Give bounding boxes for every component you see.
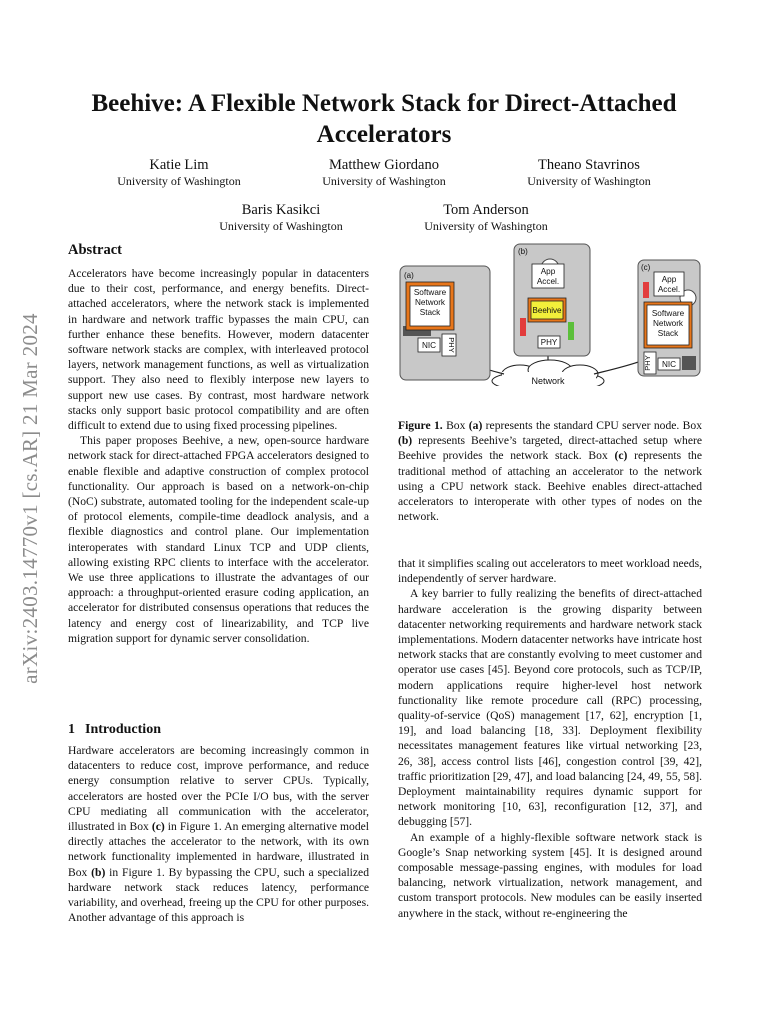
intro-paragraph bbox=[68, 743, 369, 925]
figure-1-diagram bbox=[398, 242, 702, 386]
caption-text bbox=[398, 418, 702, 524]
section-number: 1 bbox=[68, 722, 75, 737]
network-cloud bbox=[492, 360, 604, 386]
author-block bbox=[305, 156, 463, 189]
figure-1-caption bbox=[398, 418, 702, 524]
right-column-body bbox=[398, 556, 702, 921]
author-block bbox=[100, 156, 258, 189]
intro-text: in Figure 1. An emerging alternative model directly attaches the accelerator to the network, with its own network functionality implemented in hardware, illustrated in Box bbox=[68, 820, 370, 879]
server-slot-icon bbox=[682, 356, 696, 370]
nic-label: NIC bbox=[421, 341, 437, 350]
arxiv-stamp bbox=[14, 268, 46, 728]
arxiv-stamp-text: arXiv:2403.14770v1 [cs.AR] 21 Mar 2024 bbox=[17, 312, 42, 684]
app-accel-label: App bbox=[661, 275, 677, 284]
box-ref: (c) bbox=[151, 820, 165, 834]
author-block bbox=[510, 156, 668, 189]
phy-label: PHY bbox=[540, 338, 558, 347]
author-name: Katie Lim bbox=[149, 157, 209, 173]
author-affiliation: University of Washington bbox=[219, 219, 343, 233]
network-label: Network bbox=[531, 376, 565, 386]
caption-fragment: Box bbox=[442, 419, 469, 432]
box-ref: (c) bbox=[614, 449, 628, 463]
software-stack-label: Stack bbox=[419, 308, 441, 317]
box-ref: (b) bbox=[398, 434, 413, 448]
abstract-paragraph: Accelerators have become increasingly popular in datacenters due to their cost, performance, and energy benefits. Direct-attached accelerators, where the network stack is implemented in hardware and network traffic bypasses the main CPU, can further enhance these benefits. However, modern datacenter software network stacks are complex, with interleaved protocol layers, network management functions, as well as virtualization support. They also need to flexibly interpose new layers to support new use cases. By contrast, most hardware network stacks only support basic protocol compatibility and are often difficult to extend due to using fixed processing pipelines. bbox=[68, 267, 369, 433]
section-title: Introduction bbox=[85, 722, 161, 737]
accel-green-bar bbox=[568, 322, 574, 340]
accel-red-bar bbox=[520, 318, 526, 336]
app-accel-label: Accel. bbox=[536, 277, 560, 286]
body-paragraph: An example of a highly-flexible software network stack is Google’s Snap networking system [45]. It is designed around composable message-passing engines, with modules for load balancing, network virtualization, network management, and custom transport protocols. New modules can be easily inserted anywhere in the stack, without re-engineering the bbox=[398, 830, 702, 920]
abstract-paragraph: This paper proposes Beehive, a new, open-source hardware network stack for direct-attached FPGA accelerators designed to enable flexible and adaptive construction of complex protocol functionality. Our approach is based on a network-on-chip (NoC) substrate, automated tooling for the independent scale-up of protocol elements, compile-time deadlock analysis, and a flexible diagnostics and control plane. Our implementation interoperates with standard Linux TCP and UDP clients, allowing existing RPC clients to interface with the accelerator. We use three applications to illustrate the advantages of our approach: a throughput-oriented erasure coding application, an accelerator for distributed consensus operations that reduces the latency and energy cost of linearizability, and TCP live migration support for dynamic server consolidation. bbox=[68, 434, 369, 645]
introduction-section bbox=[68, 743, 369, 925]
intro-text: in Figure 1. By bypassing the CPU, such a specialized hardware network stack reduces latency, performance variability, and overhead, freeing up the CPU for other purposes. Another advantage of this approach is bbox=[68, 865, 369, 925]
node-b bbox=[514, 244, 590, 356]
box-ref: (b) bbox=[91, 865, 106, 879]
intro-text: Hardware accelerators are becoming increasingly common in datacenters to reduce cost, improve performance, and reduce energy consumption relative to server CPUs. Typically, accelerators are hosted over the PCIe I/O bus, with the server CPU mediating all communication with the accelerator, illustrated in Box bbox=[68, 744, 369, 834]
software-stack-label: Network bbox=[652, 319, 684, 328]
paper-title: Beehive: A Flexible Network Stack for Direct-Attached Accelerators bbox=[91, 90, 677, 148]
box-a-label: (a) bbox=[404, 271, 414, 280]
beehive-label: Beehive bbox=[532, 306, 562, 315]
software-stack-label: Network bbox=[414, 298, 446, 307]
author-affiliation: University of Washington bbox=[424, 219, 548, 233]
box-b-label: (b) bbox=[518, 247, 528, 256]
abstract-section bbox=[68, 240, 369, 646]
box-ref: (a) bbox=[468, 419, 483, 432]
node-c bbox=[638, 260, 700, 376]
author-affiliation: University of Washington bbox=[117, 174, 241, 188]
accel-red-bar bbox=[643, 282, 649, 298]
box-c-label: (c) bbox=[641, 263, 651, 272]
caption-fragment: represents the standard CPU server node. Box bbox=[482, 419, 702, 432]
software-stack-label: Software bbox=[413, 288, 447, 297]
software-stack-label: Software bbox=[651, 309, 685, 318]
author-name: Theano Stavrinos bbox=[538, 157, 640, 173]
node-a bbox=[400, 266, 490, 380]
phy-label: PHY bbox=[447, 337, 456, 353]
author-block bbox=[202, 201, 360, 234]
caption-label: Figure 1. bbox=[398, 419, 443, 432]
author-name: Matthew Giordano bbox=[329, 157, 439, 173]
section-heading-introduction bbox=[68, 721, 161, 739]
app-accel-label: Accel. bbox=[657, 285, 681, 294]
phy-label: PHY bbox=[643, 355, 652, 371]
abstract-heading: Abstract bbox=[68, 242, 122, 258]
nic-label: NIC bbox=[661, 360, 677, 369]
caption-fragment: represents Beehive’s targeted, direct-attached setup where Beehive provides the network stack. Box bbox=[398, 434, 702, 463]
software-stack-label: Stack bbox=[657, 329, 679, 338]
author-name: Baris Kasikci bbox=[241, 202, 321, 218]
body-paragraph: A key barrier to fully realizing the benefits of direct-attached hardware acceleration is the growing disparity between datacenter networking requirements and hardware network stack implementations. Modern datacenter networks have intricate host network stacks that are constantly evolving to meet customer and operator use cases [45]. Beyond core protocols, such as TCP/IP, modern applications require higher-level host network functionality like remote procedure call (RPC) processing, quality-of-service (QoS) management [17, 62], encryption [1, 19], and load balancing [18, 33]. Deployment flexibility necessitates management features like virtual networking [23, 26, 38], access control lists [46], congestion control [39, 42], traffic prioritization [29, 47], and load balancing [24, 49, 55, 58]. Deployment maintainability requires dynamic support for network monitoring [10, 63], reconfiguration [12, 37], and debugging [57]. bbox=[398, 587, 702, 829]
author-affiliation: University of Washington bbox=[527, 174, 651, 188]
author-block bbox=[407, 201, 565, 234]
body-paragraph: that it simplifies scaling out accelerators to meet workload needs, independently of server hardware. bbox=[398, 557, 702, 586]
author-name: Tom Anderson bbox=[443, 202, 529, 218]
author-affiliation: University of Washington bbox=[322, 174, 446, 188]
app-accel-label: App bbox=[540, 267, 556, 276]
link-c bbox=[594, 360, 644, 374]
caption-fragment: represents the traditional method of attaching an accelerator to the network using a CPU network stack. Beehive enables direct-attached accelerators to interoperate with other types of nodes on the network. bbox=[398, 449, 702, 524]
